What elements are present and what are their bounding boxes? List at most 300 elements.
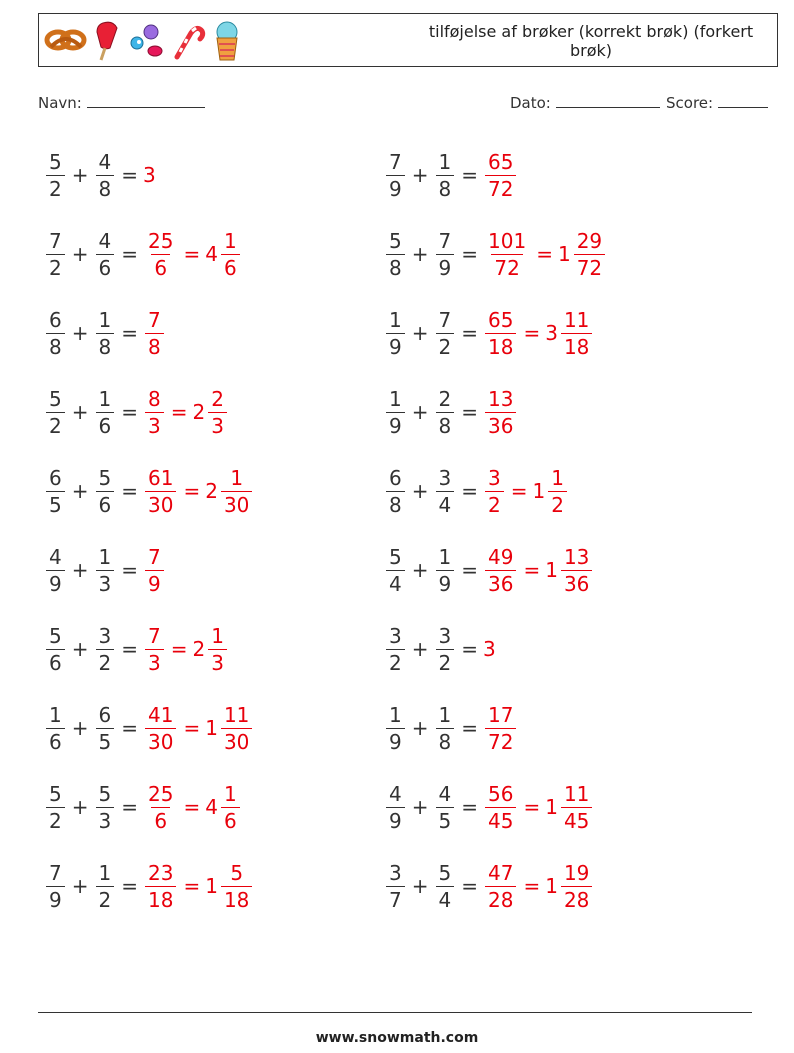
answer	[483, 860, 594, 912]
answer	[143, 544, 166, 596]
answer	[483, 386, 518, 438]
equals-sign: =	[183, 479, 201, 503]
addend-fraction	[386, 781, 405, 833]
denominator: 30	[221, 491, 252, 515]
equals-sign: =	[461, 242, 478, 266]
numerator: 13	[488, 386, 514, 411]
denominator: 3	[208, 649, 227, 673]
addend-fraction	[46, 623, 65, 675]
numerator: 1	[49, 702, 62, 727]
plus-sign: +	[71, 479, 89, 503]
numerator: 1	[389, 702, 402, 727]
denominator: 7	[386, 886, 405, 910]
plus-sign: +	[411, 874, 429, 898]
mixed-whole: 1	[545, 874, 558, 898]
denominator: 9	[436, 570, 455, 594]
problem-item	[384, 619, 497, 679]
mixed-fraction	[548, 465, 567, 517]
addend-fraction	[96, 544, 115, 596]
numerator: 5	[389, 228, 402, 253]
denominator: 18	[561, 333, 592, 357]
numerator: 11	[223, 702, 250, 727]
mixed-fraction	[221, 860, 252, 912]
numerator: 3	[438, 623, 452, 648]
denominator: 2	[548, 491, 567, 515]
answer-fraction	[145, 860, 176, 912]
answer	[143, 860, 254, 912]
mixed-fraction	[561, 544, 592, 596]
mixed-fraction	[574, 228, 605, 280]
mixed-whole: 1	[545, 795, 558, 819]
denominator: 4	[436, 491, 455, 515]
mixed-whole: 3	[545, 321, 558, 345]
equals-sign: =	[536, 242, 553, 266]
addend-fraction	[96, 465, 115, 517]
answer-fraction	[145, 623, 164, 675]
addend-fraction	[386, 228, 405, 280]
problem-item	[384, 698, 518, 758]
addend-fraction	[386, 465, 405, 517]
equals-sign: =	[461, 558, 478, 582]
answer-whole: 3	[483, 637, 496, 661]
ice-cream-icon	[211, 20, 243, 62]
denominator: 8	[386, 254, 405, 278]
plus-sign: +	[411, 795, 429, 819]
denominator: 4	[386, 570, 405, 594]
denominator: 3	[96, 807, 115, 831]
denominator: 28	[561, 886, 592, 910]
numerator: 1	[98, 544, 112, 569]
addend-fraction	[436, 386, 455, 438]
header-box	[38, 13, 778, 67]
equals-sign: =	[121, 479, 138, 503]
problem-item	[44, 777, 242, 837]
numerator: 1	[223, 228, 237, 253]
denominator: 2	[46, 175, 65, 199]
equals-sign: =	[121, 400, 138, 424]
numerator: 23	[148, 860, 174, 885]
denominator: 45	[561, 807, 592, 831]
denominator: 2	[96, 886, 115, 910]
denominator: 18	[145, 886, 176, 910]
addend-fraction	[386, 386, 405, 438]
date-blank[interactable]	[556, 93, 660, 108]
numerator: 6	[49, 465, 62, 490]
mixed-whole: 4	[205, 242, 218, 266]
denominator: 72	[574, 254, 605, 278]
equals-sign: =	[523, 558, 541, 582]
addend-fraction	[436, 623, 455, 675]
denominator: 6	[221, 254, 240, 278]
addend-fraction	[96, 781, 115, 833]
numerator: 4	[98, 228, 112, 253]
name-label: Navn:	[38, 94, 82, 112]
numerator: 25	[148, 781, 174, 806]
denominator: 72	[485, 728, 516, 752]
date-field[interactable]	[510, 93, 660, 112]
problem-item	[384, 540, 594, 600]
equals-sign: =	[170, 400, 188, 424]
denominator: 5	[96, 728, 115, 752]
equals-sign: =	[461, 400, 478, 424]
addend-fraction	[96, 149, 115, 201]
numerator: 4	[438, 781, 452, 806]
popsicle-icon	[93, 20, 123, 62]
numerator: 1	[389, 307, 402, 332]
mixed-fraction	[221, 781, 240, 833]
answer	[143, 386, 229, 438]
addend-fraction	[386, 544, 405, 596]
numerator: 7	[389, 149, 402, 174]
numerator: 1	[389, 386, 402, 411]
answer	[143, 228, 242, 280]
candy-cane-icon	[171, 21, 207, 61]
numerator: 1	[98, 307, 112, 332]
mixed-fraction	[208, 386, 227, 438]
problem-item	[384, 856, 594, 916]
numerator: 1	[98, 386, 112, 411]
plus-sign: +	[71, 400, 89, 424]
addend-fraction	[436, 307, 455, 359]
addend-fraction	[436, 860, 455, 912]
answer	[483, 228, 607, 280]
addend-fraction	[46, 149, 65, 201]
mixed-whole: 1	[205, 874, 218, 898]
equals-sign: =	[121, 874, 138, 898]
answer-fraction	[485, 228, 529, 280]
numerator: 1	[438, 702, 452, 727]
denominator: 18	[221, 886, 252, 910]
plus-sign: +	[411, 716, 429, 740]
denominator: 36	[485, 412, 516, 436]
answer	[143, 465, 254, 517]
plus-sign: +	[411, 558, 429, 582]
denominator: 5	[436, 807, 455, 831]
denominator: 8	[46, 333, 65, 357]
plus-sign: +	[411, 163, 429, 187]
numerator: 1	[223, 781, 237, 806]
numerator: 7	[148, 307, 161, 332]
plus-sign: +	[71, 242, 89, 266]
answer	[483, 637, 497, 661]
plus-sign: +	[71, 558, 89, 582]
numerator: 65	[488, 307, 514, 332]
numerator: 6	[389, 465, 402, 490]
addend-fraction	[96, 860, 115, 912]
equals-sign: =	[461, 795, 478, 819]
numerator: 11	[563, 307, 590, 332]
equals-sign: =	[523, 795, 541, 819]
numerator: 3	[98, 623, 112, 648]
answer	[143, 307, 166, 359]
problem-item	[384, 303, 594, 363]
numerator: 4	[49, 544, 62, 569]
denominator: 6	[96, 254, 115, 278]
numerator: 41	[148, 702, 174, 727]
problem-item	[44, 698, 254, 758]
equals-sign: =	[461, 874, 478, 898]
mixed-whole: 2	[192, 400, 206, 424]
denominator: 9	[46, 886, 65, 910]
addend-fraction	[46, 544, 65, 596]
answer-whole: 3	[143, 163, 156, 187]
equals-sign: =	[121, 795, 138, 819]
numerator: 1	[211, 623, 224, 648]
numerator: 49	[488, 544, 514, 569]
equals-sign: =	[183, 795, 201, 819]
answer	[143, 702, 254, 754]
numerator: 5	[230, 860, 244, 885]
answer-fraction	[145, 465, 176, 517]
problem-item	[44, 856, 254, 916]
mixed-fraction	[208, 623, 227, 675]
answer	[483, 465, 569, 517]
addend-fraction	[46, 465, 65, 517]
denominator: 9	[386, 807, 405, 831]
plus-sign: +	[411, 479, 429, 503]
answer-fraction	[485, 386, 516, 438]
problem-item	[384, 224, 607, 284]
mixed-fraction	[221, 465, 252, 517]
addend-fraction	[436, 465, 455, 517]
addend-fraction	[96, 307, 115, 359]
denominator: 72	[485, 175, 516, 199]
plus-sign: +	[411, 400, 429, 424]
equals-sign: =	[183, 716, 201, 740]
mixed-whole: 2	[192, 637, 206, 661]
addend-fraction	[386, 623, 405, 675]
numerator: 5	[49, 149, 62, 174]
denominator: 30	[221, 728, 252, 752]
addend-fraction	[96, 228, 115, 280]
addend-fraction	[46, 307, 65, 359]
equals-sign: =	[461, 163, 478, 187]
answer	[143, 623, 229, 675]
answer-fraction	[485, 860, 516, 912]
addend-fraction	[96, 623, 115, 675]
mixed-fraction	[561, 781, 592, 833]
problem-item	[44, 382, 229, 442]
numerator: 101	[488, 228, 527, 253]
equals-sign: =	[461, 321, 478, 345]
answer	[483, 544, 594, 596]
denominator: 5	[46, 491, 65, 515]
numerator: 6	[98, 702, 112, 727]
plus-sign: +	[71, 874, 89, 898]
numerator: 17	[488, 702, 514, 727]
numerator: 65	[488, 149, 514, 174]
numerator: 19	[563, 860, 590, 885]
mixed-fraction	[221, 228, 240, 280]
denominator: 28	[485, 886, 516, 910]
equals-sign: =	[121, 163, 138, 187]
denominator: 6	[151, 807, 170, 831]
denominator: 6	[46, 728, 65, 752]
equals-sign: =	[523, 321, 541, 345]
numerator: 5	[49, 386, 62, 411]
numerator: 7	[438, 307, 452, 332]
numerator: 47	[488, 860, 514, 885]
numerator: 7	[438, 228, 452, 253]
answer-fraction	[485, 307, 516, 359]
answer-fraction	[485, 781, 516, 833]
denominator: 6	[151, 254, 170, 278]
numerator: 5	[389, 544, 402, 569]
numerator: 61	[148, 465, 174, 490]
problem-item	[384, 382, 518, 442]
numerator: 7	[148, 623, 161, 648]
addend-fraction	[436, 149, 455, 201]
problem-item	[384, 461, 569, 521]
numerator: 29	[576, 228, 603, 253]
problem-item	[44, 224, 242, 284]
denominator: 6	[221, 807, 240, 831]
addend-fraction	[386, 149, 405, 201]
plus-sign: +	[71, 321, 89, 345]
denominator: 9	[386, 175, 405, 199]
denominator: 9	[386, 333, 405, 357]
numerator: 1	[230, 465, 244, 490]
addend-fraction	[386, 702, 405, 754]
numerator: 13	[563, 544, 590, 569]
denominator: 8	[96, 175, 115, 199]
denominator: 36	[561, 570, 592, 594]
denominator: 4	[436, 886, 455, 910]
equals-sign: =	[461, 479, 478, 503]
denominator: 8	[436, 175, 455, 199]
denominator: 30	[145, 491, 176, 515]
denominator: 3	[145, 649, 164, 673]
equals-sign: =	[121, 558, 138, 582]
mixed-whole: 2	[205, 479, 218, 503]
mixed-whole: 1	[532, 479, 546, 503]
score-label: Score:	[666, 94, 714, 112]
numerator: 5	[98, 781, 112, 806]
answer-fraction	[145, 228, 176, 280]
mixed-whole: 1	[557, 242, 571, 266]
numerator: 4	[98, 149, 112, 174]
problem-item	[44, 461, 254, 521]
pretzel-icon	[43, 25, 89, 57]
header-icons	[43, 21, 243, 61]
score-blank[interactable]	[718, 93, 768, 108]
denominator: 6	[96, 412, 115, 436]
name-field[interactable]	[38, 93, 205, 112]
addend-fraction	[96, 702, 115, 754]
addend-fraction	[96, 386, 115, 438]
equals-sign: =	[183, 242, 201, 266]
answer-fraction	[145, 781, 176, 833]
denominator: 2	[46, 254, 65, 278]
numerator: 1	[438, 149, 452, 174]
addend-fraction	[386, 860, 405, 912]
denominator: 3	[208, 412, 227, 436]
addend-fraction	[436, 228, 455, 280]
answer-fraction	[145, 307, 164, 359]
denominator: 2	[46, 412, 65, 436]
problem-item	[384, 777, 594, 837]
equals-sign: =	[183, 874, 201, 898]
numerator: 3	[488, 465, 501, 490]
plus-sign: +	[71, 795, 89, 819]
answer	[483, 307, 594, 359]
denominator: 9	[386, 412, 405, 436]
denominator: 8	[436, 728, 455, 752]
addend-fraction	[46, 228, 65, 280]
numerator: 8	[148, 386, 161, 411]
denominator: 9	[436, 254, 455, 278]
numerator: 56	[488, 781, 514, 806]
equals-sign: =	[523, 874, 541, 898]
mixed-fraction	[221, 702, 252, 754]
answer	[143, 781, 242, 833]
score-field[interactable]	[666, 93, 768, 112]
problem-item	[44, 619, 229, 679]
denominator: 2	[436, 649, 455, 673]
addend-fraction	[46, 702, 65, 754]
addend-fraction	[386, 307, 405, 359]
plus-sign: +	[411, 637, 429, 661]
answer-fraction	[145, 386, 164, 438]
numerator: 7	[49, 860, 62, 885]
numerator: 7	[148, 544, 161, 569]
equals-sign: =	[121, 242, 138, 266]
denominator: 8	[145, 333, 164, 357]
name-blank[interactable]	[87, 93, 205, 108]
problem-item	[384, 145, 518, 205]
numerator: 1	[98, 860, 112, 885]
mixed-fraction	[561, 860, 592, 912]
numerator: 25	[148, 228, 174, 253]
plus-sign: +	[411, 321, 429, 345]
answer	[483, 149, 518, 201]
answer	[483, 702, 518, 754]
answer-fraction	[145, 544, 164, 596]
denominator: 8	[96, 333, 115, 357]
footer-divider	[38, 1012, 752, 1013]
addend-fraction	[436, 781, 455, 833]
answer-fraction	[485, 702, 516, 754]
denominator: 2	[485, 491, 504, 515]
numerator: 5	[49, 781, 62, 806]
numerator: 1	[438, 544, 452, 569]
date-label: Dato:	[510, 94, 551, 112]
equals-sign: =	[121, 321, 138, 345]
answer-fraction	[145, 702, 176, 754]
plus-sign: +	[411, 242, 429, 266]
plus-sign: +	[71, 716, 89, 740]
addend-fraction	[46, 781, 65, 833]
answer	[143, 163, 157, 187]
numerator: 3	[438, 465, 452, 490]
numerator: 11	[563, 781, 590, 806]
denominator: 6	[46, 649, 65, 673]
denominator: 36	[485, 570, 516, 594]
problem-item	[44, 303, 166, 363]
numerator: 5	[98, 465, 112, 490]
denominator: 2	[386, 649, 405, 673]
addend-fraction	[46, 860, 65, 912]
denominator: 6	[96, 491, 115, 515]
addend-fraction	[436, 702, 455, 754]
equals-sign: =	[121, 716, 138, 740]
denominator: 8	[386, 491, 405, 515]
numerator: 6	[49, 307, 62, 332]
numerator: 1	[551, 465, 564, 490]
answer-fraction	[485, 149, 516, 201]
equals-sign: =	[510, 479, 528, 503]
plus-sign: +	[71, 163, 89, 187]
